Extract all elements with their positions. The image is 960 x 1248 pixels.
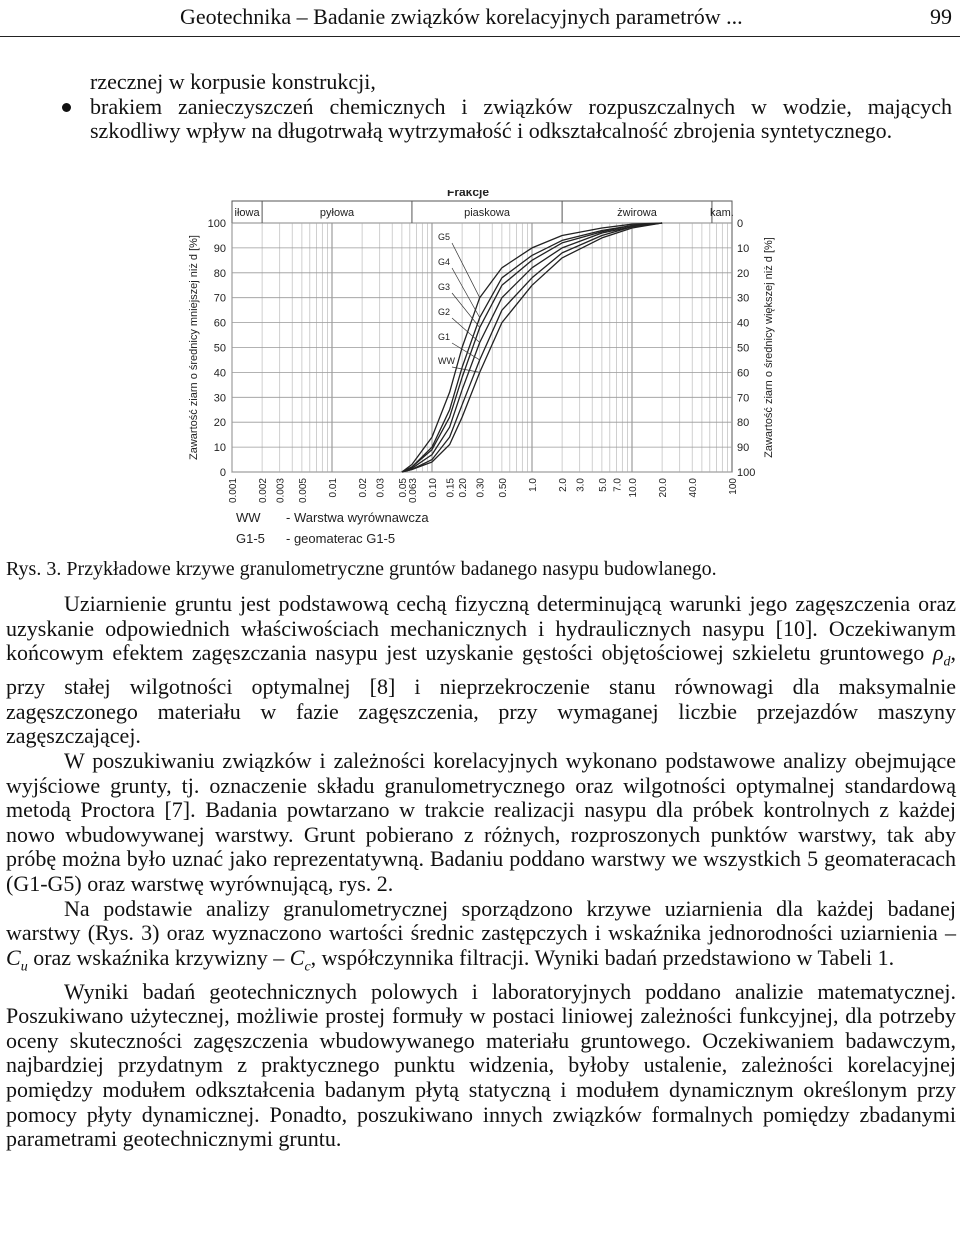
x-tick-label: 100: [728, 478, 739, 495]
x-tick-label: 0.063: [407, 478, 419, 504]
x-tick-label: 0.005: [297, 478, 309, 504]
x-tick-label: 0.002: [258, 478, 270, 504]
fraction-label: piaskowa: [464, 207, 510, 219]
running-header: [0, 0, 960, 37]
y-tick-right: 10: [737, 242, 750, 255]
y-axis-right: [737, 218, 775, 479]
header-title: Geotechnika – Badanie związków korelacyjnych parametrów ...: [180, 4, 743, 29]
paragraph-1: Uziarnienie gruntu jest podstawową cechą fizyczną determinującą warunki jego zagęszczenia oraz uzyskanie odpowiednich właściwościach mechanicznych i hydraulicznych nasypu [10]. Oczekiwanym końcowym efektem zagęszczania nasypu jest uzyskanie gęstości objętościowej szkieletu gruntowego $\rho_d$, przy stałej wilgotności optymalnej [8] i nieprzekroczenie stanu równowagi dla maksymalnie zagęszczonego materiału w fazie zagęszczenia, przy wymaganej liczbie przejazdów maszyny zagęszczającej.: [6, 591, 956, 749]
x-tick-label: 40.0: [688, 478, 700, 498]
y-tick-left: 40: [213, 367, 226, 380]
y-axis-label-left: Zawartość ziarn o średnicy mniejszej niż d [%]: [188, 235, 200, 460]
y-tick-left: 80: [213, 267, 226, 280]
x-tick-label: 5.0: [597, 478, 609, 492]
x-tick-label: 1.0: [528, 478, 539, 492]
intro-continuation: rzecznej w korpusie konstrukcji,: [90, 69, 376, 94]
fraction-header: [235, 190, 734, 223]
y-tick-left: 60: [213, 317, 226, 330]
y-tick-left: 70: [213, 292, 226, 305]
y-tick-right: 40: [737, 317, 750, 330]
y-axis-left: [188, 218, 226, 479]
x-tick-label: 0.03: [375, 478, 387, 498]
fraction-label: iłowa: [234, 207, 260, 219]
legend-text: - Warstwa wyrównawcza: [286, 510, 429, 525]
x-tick-label: 0.02: [358, 478, 370, 498]
y-tick-left: 20: [213, 417, 226, 430]
x-axis: [228, 478, 739, 503]
y-tick-left: 0: [219, 467, 226, 479]
y-tick-right: 100: [737, 467, 756, 479]
paragraph-4: Wyniki badań geotechnicznych polowych i laboratoryjnych poddano analizie matematycznej. Poszukiwano użytecznej, możliwie prostej formuły w postaci liniowej zależności funkcyjnej, dla potrzeby oceny skuteczności zagęszczenia wbudowywanego materiału gruntowego. Oczekiwaniem badawczym, najbardziej przydatnym z praktycznego punktu widzenia, byłoby ustalenie, zależności korelacyjnej pomiędzy modułem odkształcenia badanym płytą statyczną i modułem dynamicznym określonym przy pomocy płyty dynamicznej. Ponadto, poszukiwano innych związków formalnych pomiędzy zbadanymi parametrami geotechnicznymi gruntu.: [6, 978, 956, 1152]
series-label-g3: G3: [438, 282, 451, 292]
x-tick-label: 0.30: [475, 478, 487, 498]
fraction-title: Frakcje: [446, 190, 490, 199]
y-tick-left: 50: [213, 342, 226, 355]
y-tick-right: 80: [737, 417, 750, 430]
legend-text: - geomaterac G1-5: [286, 531, 396, 546]
bullet-icon: [62, 103, 71, 112]
chart-legend: [236, 510, 429, 546]
y-tick-right: 60: [737, 367, 750, 380]
series-label-ww: WW: [438, 356, 455, 366]
series-label-g2: G2: [438, 307, 451, 317]
series-label-g4: G4: [438, 257, 451, 267]
x-tick-label: 2.0: [558, 478, 570, 492]
x-tick-label: 0.001: [228, 478, 239, 504]
y-tick-left: 90: [213, 242, 226, 255]
series-label-g5: G5: [438, 232, 451, 242]
bullet-item: [90, 95, 952, 144]
intro-text: [90, 70, 952, 144]
fraction-label: żwirowa: [617, 207, 657, 219]
y-tick-right: 20: [737, 267, 750, 280]
series-label-g1: G1: [438, 332, 451, 342]
chart-svg: [180, 190, 800, 555]
x-tick-label: 0.003: [275, 478, 287, 504]
granulometric-chart: [180, 190, 800, 560]
y-tick-left: 30: [213, 392, 226, 405]
x-tick-label: 0.01: [328, 478, 339, 498]
paragraph-2: W poszukiwaniu związków i zależności korelacyjnych wykonano podstawowe analizy obejmujące wyjściowe grunty, tj. oznaczenie składu granulometrycznego oraz wilgotności optymalnej standardową metodą Proctora [7]. Badania powtarzano w trakcie realizacji nasypu dla próbek kontrolnych z każdej nowo wbudowywanej warstwy. Grunt pobierano z różnych, rozproszonych punktów warstwy, tak aby próbę można było uznać jako reprezentatywną. Badaniu poddano warstwy we wszystkich 5 geomateracach (G1-G5) oraz warstwę wyrównującą, rys. 2.: [6, 747, 956, 896]
figure-caption: Rys. 3. Przykładowe krzywe granulometryczne gruntów badanego nasypu budowlanego.: [6, 558, 717, 580]
fraction-label: pyłowa: [319, 207, 355, 219]
x-tick-label: 3.0: [575, 478, 587, 492]
y-tick-left: 10: [213, 442, 226, 455]
bullet-text: brakiem zanieczyszczeń chemicznych i związków rozpuszczalnych w wodzie, mających szkodliwy wpływ na długotrwałą wytrzymałość i odkształcalność zbrojenia syntetycznego.: [90, 93, 952, 143]
y-tick-right: 50: [737, 342, 750, 355]
x-tick-label: 20.0: [658, 478, 670, 498]
body-text: [6, 592, 956, 1152]
x-tick-label: 7.0: [612, 478, 624, 492]
y-tick-right: 90: [737, 442, 750, 455]
series-labels: [438, 232, 480, 372]
y-tick-right: 70: [737, 392, 750, 405]
chart-grid: [232, 223, 732, 472]
series-leader-line: [452, 243, 480, 298]
legend-key: G1-5: [236, 531, 265, 546]
x-tick-label: 0.05: [397, 478, 409, 498]
x-tick-label: 10.0: [628, 478, 639, 498]
x-tick-label: 0.20: [458, 478, 470, 498]
x-tick-label: 0.10: [428, 478, 439, 498]
y-tick-right: 30: [737, 292, 750, 305]
y-tick-right: 0: [737, 218, 744, 230]
x-tick-label: 0.15: [445, 478, 457, 498]
x-tick-label: 0.50: [497, 478, 509, 498]
page-number: 99: [930, 4, 952, 29]
fraction-label: kam.: [710, 207, 734, 219]
y-tick-left: 100: [207, 218, 226, 230]
y-axis-label-right: Zawartość ziarn o średnicy większej niż d [%]: [763, 237, 775, 458]
paragraph-3: Na podstawie analizy granulometrycznej sporządzono krzywe uziarnienia dla każdej badanej warstwy (Rys. 3) oraz wyznaczono wartości średnic zastępczych i wskaźnika jednorodności uziarnienia – $C_u$ oraz wskaźnika krzywizny – $C_c$, współczynnika filtracji. Wyniki badań przedstawiono w Tabeli 1.: [6, 895, 956, 975]
legend-key: WW: [236, 510, 261, 525]
